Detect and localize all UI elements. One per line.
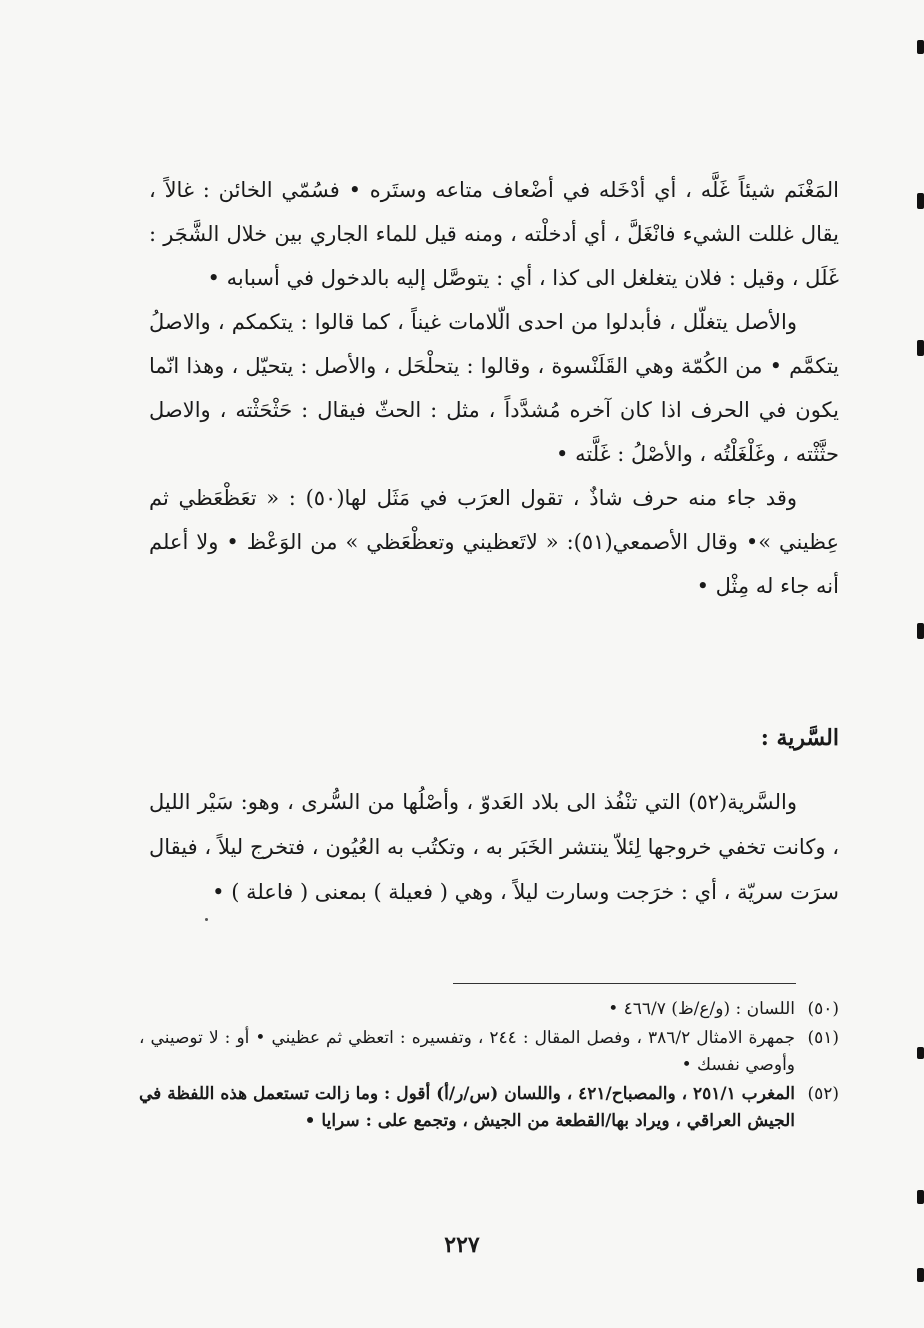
- footnote-text: المغرب ٢٥١/١ ، والمصباح/٤٢١ ، واللسان (س/ر/أ) أقول : وما زالت تستعمل هذه اللفظة في الجيش العراقي ، ويراد بها/القطعة من الجيش ، وتجمع على : سرايا •: [139, 1084, 795, 1131]
- footnote-number: (٥١): [807, 1028, 839, 1048]
- footnotes: [139, 996, 839, 1137]
- footnote-number: (٥٢): [807, 1084, 839, 1104]
- scan-edge-mark: [917, 40, 924, 54]
- footnote-text: جمهرة الامثال ٣٨٦/٢ ، وفصل المقال : ٢٤٤ ، وتفسيره : اتعظي ثم عظيني • أو : لا توصيني ، وأوصي نفسك •: [139, 1028, 795, 1075]
- scan-edge-mark: [917, 1047, 924, 1059]
- scan-edge-mark: [917, 340, 924, 356]
- section-heading: السَّرية :: [760, 725, 839, 751]
- footnote-number: (٥٠): [807, 999, 839, 1019]
- section-paragraph: والسَّرية(٥٢) التي تنْفُذ الى بلاد العَدوّ ، وأصْلُها من السُّرى ، وهو: سَيْر الليل ، وكانت تخفي خروجها لِئلاّ ينتشر الخَبَر به ، وتكتُب به العُيُون ، فتخرج ليلاً ، فيقال سرَت سريّة ، أي : خرَجت وسارت ليلاً ، وهي ( فعيلة ) بمعنى ( فاعلة ) •: [149, 790, 839, 904]
- footnote-50: [139, 996, 839, 1023]
- scan-edge-mark: [917, 193, 924, 209]
- paragraph-2: والأصل يتغلّل ، فأبدلوا من احدى الّلامات غيناً ، كما قالوا : يتكمكم ، والاصلُ يتكمَّم • من الكُمّة وهي القَلَنْسوة ، وقالوا : يتحلْحَل ، والأصل : يتحيّل ، وهذا انّما يكون في الحرف اذا كان آخره مُشدَّداً ، مثل : الحثّ فيقال : حَثْحَثْته ، والاصل حثَّثْته ، وغَلْغَلْتُه ، والأصْلُ : غَلَّته •: [149, 310, 839, 466]
- paragraph-3: وقد جاء منه حرف شاذٌ ، تقول العرَب في مَثَل لها(٥٠) : « تعَظْعَظي ثم عِظيني »• وقال الأصمعي(٥١): « لاتَعظيني وتعظْعَظي » من الوَعْظ • ولا أعلم أنه جاء له مِثْل •: [149, 486, 839, 598]
- scan-edge-mark: [917, 1190, 924, 1204]
- footnote-text: اللسان : (و/ع/ظ) ٤٦٦/٧ •: [608, 999, 795, 1019]
- scan-edge-mark: [917, 623, 924, 639]
- section-text: [149, 780, 839, 915]
- page-number: ٢٢٧: [444, 1232, 480, 1258]
- main-text: [149, 168, 839, 608]
- footnote-52: [139, 1081, 839, 1135]
- paragraph-1: المَغْنَم شيئاً غَلَّه ، أي أدْخَله في أضْعاف متاعه وستَره • فسُمّي الخائن : غالاً ، يقال غللت الشيء فانْغَلَّ ، أي أدخلْته ، ومنه قيل للماء الجاري بين خلال الشَّجَر : غَلَل ، وقيل : فلان يتغلغل الى كذا ، أي : يتوصَّل إليه بالدخول في أسبابه •: [149, 178, 839, 290]
- footnote-divider: [453, 983, 796, 984]
- footnote-51: [139, 1025, 839, 1079]
- scan-edge-mark: [917, 1268, 924, 1282]
- scan-speck: [205, 918, 208, 921]
